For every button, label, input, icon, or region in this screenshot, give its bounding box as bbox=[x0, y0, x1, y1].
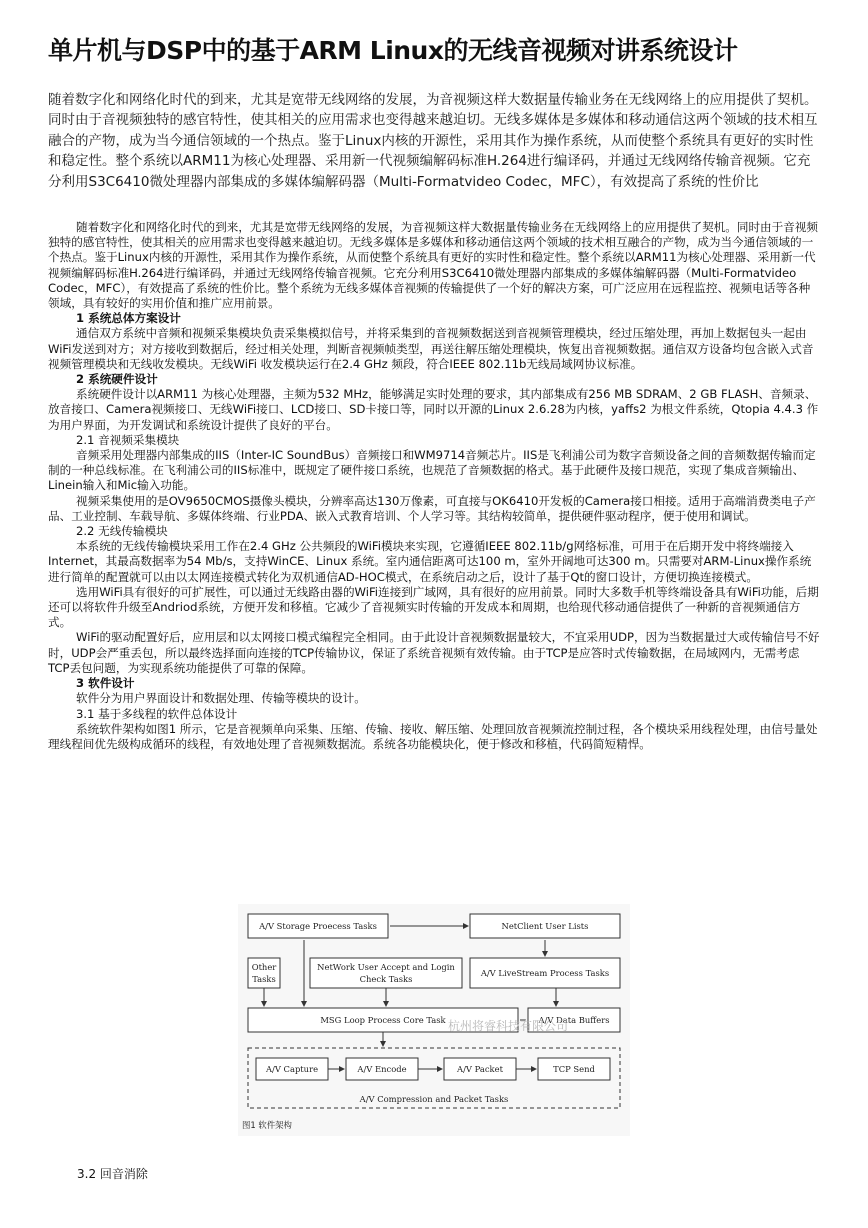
paragraph-intro: 随着数字化和网络化时代的到来，尤其是宽带无线网络的发展，为音视频这样大数据量传输业务在无线网络上的应用提供了契机。同时由于音视频独特的感官特性，使其相关的应用需求也变得越来越迫切。无线多媒体是多媒体和移动通信这两个领域的技术相互融合的产物，成为当今通信领域的一个热点。鉴于Linux内核的开源性，采用其作为操作系统，从而使整个系统具有更好的实时性和稳定性。整个系统以ARM11为核心处理器、采用新一代视频编解码标准H.264进行编译码，并通过无线网络传输音视频。它充分利用S3C6410微处理器内部集成的多媒体编解码器（Multi-Formatvideo Codec，MFC），有效提高了系统的性价比。整个系统为无线多媒体音视频的传输提供了一个好的解决方案，可广泛应用在远程监控、视频电话等各种领域，具有较好的实用价值和推广应用前景。 bbox=[48, 220, 819, 311]
label-netclient-users: NetClient User Lists bbox=[501, 921, 589, 931]
label-login-check-2: Check Tasks bbox=[359, 974, 413, 984]
heading-section-2-1: 2.1 音视频采集模块 bbox=[76, 432, 180, 447]
label-storage-tasks: A/V Storage Proecess Tasks bbox=[259, 921, 377, 931]
heading-section-2-2: 2.2 无线传输模块 bbox=[76, 524, 168, 539]
paragraph-wifi-module: 本系统的无线传输模块采用工作在2.4 GHz 公共频段的WiFi模块来实现，它遵循IEEE 802.11b/g网络标准，可用于在后期开发中将终端接入Internet，其最高数据率为54 Mb/s，支持WinCE、Linux 系统。室内通信距离可达100 m，室外开阔地可达300 m。只需要对ARM-Linux操作系统进行简单的配置就可以由以太网连接模式转化为双机通信AD-HOC模式，在系统启动之后，设计了基于Qt的窗口设计，方便切换连接模式。 bbox=[48, 539, 812, 584]
label-msg-loop: MSG Loop Process Core Task bbox=[320, 1015, 446, 1025]
paragraph-section-1: 通信双方系统中音频和视频采集模块负责采集模拟信号，并将采集到的音视频数据送到音视频管理模块，经过压缩处理，再加上数据包头一起由WiFi发送到对方；对方接收到数据后，经过相关处理，判断音视频帧类型，再送往解压缩处理模块，恢复出音视频数据。通信双方设备均包含嵌入式音视频管理模块和无线收发模块。无线WiFi 收发模块运行在2.4 GHz 频段，符合IEEE 802.11b无线局域网协议标准。 bbox=[48, 326, 814, 371]
article-body bbox=[48, 220, 820, 752]
label-encode: A/V Encode bbox=[357, 1064, 407, 1074]
paragraph-video: 视频采集使用的是OV9650CMOS摄像头模块，分辨率高达130万像素，可直接与OK6410开发板的Camera接口相接。适用于高端消费类电子产品、工业控制、车载导航、多媒体终端、行业PDA、嵌入式教育培训、个人学习等。其结构较简单，提供硬件驱动程序，便于使用和调试。 bbox=[48, 493, 816, 523]
label-capture: A/V Capture bbox=[265, 1064, 319, 1074]
figure-software-architecture bbox=[238, 904, 630, 1136]
heading-section-3-1: 3.1 基于多线程的软件总体设计 bbox=[76, 706, 238, 721]
label-other-tasks-2: Tasks bbox=[252, 974, 276, 984]
label-login-check-1: NetWork User Accept and Login bbox=[317, 962, 455, 972]
heading-section-2: 2 系统硬件设计 bbox=[76, 372, 158, 387]
paragraph-wifi-driver: WiFi的驱动配置好后，应用层和以太网接口模式编程完全相同。由于此设计音视频数据量较大，不宜采用UDP，因为当数据量过大或传输信号不好时，UDP会严重丢包，所以最终选择面向连接的TCP传输协议，保证了系统音视频有效传输。由于TCP是应答时式传输数据，在局域网内，无需考虑TCP丢包问题，为实现系统功能提供了可靠的保障。 bbox=[48, 630, 820, 675]
figure-caption: 图1 软件架构 bbox=[242, 1120, 292, 1130]
watermark-text: 杭州将睿科技有限公司 bbox=[448, 1019, 569, 1033]
label-tcp-send: TCP Send bbox=[553, 1064, 595, 1074]
heading-section-3: 3 软件设计 bbox=[76, 676, 135, 691]
page-title: 单片机与DSP中的基于ARM Linux的无线音视频对讲系统设计 bbox=[48, 36, 738, 65]
label-compression-group: A/V Compression and Packet Tasks bbox=[359, 1094, 509, 1104]
paragraph-software: 软件分为用户界面设计和数据处理、传输等模块的设计。 bbox=[76, 691, 366, 706]
paragraph-wifi-advantage: 选用WiFi具有很好的可扩展性，可以通过无线路由器的WiFi连接到广域网，具有很好的应用前景。同时大多数手机等终端设备具有WiFi功能，后期还可以将软件升级至Andriod系统，方便开发和移植。它减少了音视频实时传输的开发成本和周期，也给现代移动通信提供了一种新的音视频通信方式。 bbox=[48, 584, 819, 630]
paragraph-section-2: 系统硬件设计以ARM11 为核心处理器，主频为532 MHz，能够满足实时处理的要求，其内部集成有256 MB SDRAM、2 GB FLASH、音频录、放音接口、Camera视频接口、无线WiFi接口、LCD接口、SD卡接口等，同时以开源的Linux 2.6.28为内核，yaffs2 为根文件系统，Qtopia 4.4.3 作为用户界面，为开发调试和系统设计提供了良好的平台。 bbox=[48, 387, 819, 432]
paragraph-architecture: 系统软件架构如图1 所示，它是音视频单向采集、压缩、传输、接收、解压缩、处理回放音视频流控制过程，各个模块采用线程处理，由信号量处理线程间优先级构成循环的线程，有效地处理了音视频数据流。系统各功能模块化，便于修改和移植，代码简短精悍。 bbox=[48, 721, 818, 751]
paragraph-audio: 音频采用处理器内部集成的IIS（Inter-IC SoundBus）音频接口和WM9714音频芯片。IIS是飞利浦公司为数字音频设备之间的音频数据传输而定制的一种总线标准。在飞利浦公司的IIS标准中，既规定了硬件接口系统，也规范了音频数据的格式。基于此硬件及接口规范，实现了集成音频输出、Linein输入和Mic输入功能。 bbox=[48, 448, 816, 493]
label-livestream: A/V LiveStream Process Tasks bbox=[480, 968, 610, 978]
heading-section-1: 1 系统总体方案设计 bbox=[76, 311, 181, 326]
label-data-buffers: A/V Data Buffers bbox=[538, 1015, 610, 1025]
abstract-summary: 随着数字化和网络化时代的到来，尤其是宽带无线网络的发展，为音视频这样大数据量传输业务在无线网络上的应用提供了契机。同时由于音视频独特的感官特性，使其相关的应用需求也变得越来越迫切。无线多媒体是多媒体和移动通信这两个领域的技术相互融合的产物，成为当今通信领域的一个热点。鉴于Linux内核的开源性，采用其作为操作系统，从而使整个系统具有更好的实时性和稳定性。整个系统以ARM11为核心处理器、采用新一代视频编解码标准H.264进行编译码，并通过无线网络传输音视频。它充分利用S3C6410微处理器内部集成的多媒体编解码器（Multi-Formatvideo Codec，MFC），有效提高了系统的性价比 bbox=[48, 92, 818, 190]
architecture-diagram bbox=[238, 904, 630, 1136]
heading-section-3-2: 3.2 回音消除 bbox=[77, 1167, 148, 1181]
label-other-tasks-1: Other bbox=[251, 962, 277, 972]
label-packet: A/V Packet bbox=[457, 1064, 503, 1074]
